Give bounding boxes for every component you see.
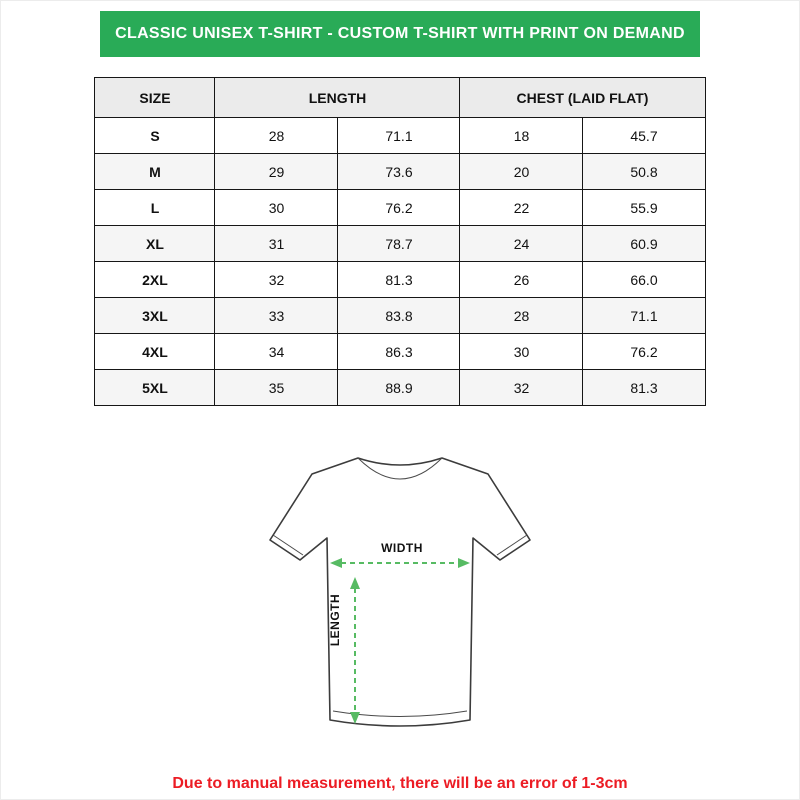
chest-in-cell: 24 [460, 226, 583, 262]
length-in-cell: 34 [215, 334, 338, 370]
chest-in-cell: 30 [460, 334, 583, 370]
length-in-cell: 28 [215, 118, 338, 154]
length-in-cell: 33 [215, 298, 338, 334]
size-chart-table [94, 77, 705, 406]
length-cm-cell: 88.9 [338, 370, 460, 406]
title-banner [100, 11, 700, 57]
chest-cm-cell: 55.9 [583, 190, 705, 226]
size-cell: XL [95, 226, 215, 262]
chest-cm-cell: 66.0 [583, 262, 705, 298]
length-cm-cell: 83.8 [338, 298, 460, 334]
chest-in-cell: 32 [460, 370, 583, 406]
page-title: CLASSIC UNISEX T-SHIRT - CUSTOM T-SHIRT WITH PRINT ON DEMAND [115, 25, 685, 42]
chest-cm-cell: 50.8 [583, 154, 705, 190]
table-row [95, 226, 705, 262]
table-row [95, 370, 705, 406]
size-cell: L [95, 190, 215, 226]
table-row [95, 334, 705, 370]
chest-cm-cell: 81.3 [583, 370, 705, 406]
chest-cm-cell: 76.2 [583, 334, 705, 370]
length-cm-cell: 76.2 [338, 190, 460, 226]
measurement-diagram [1, 448, 799, 753]
chest-in-cell: 28 [460, 298, 583, 334]
tshirt-outline-icon [270, 458, 530, 726]
chest-cm-cell: 71.1 [583, 298, 705, 334]
length-cm-cell: 71.1 [338, 118, 460, 154]
chest-in-cell: 20 [460, 154, 583, 190]
length-in-cell: 29 [215, 154, 338, 190]
chest-in-cell: 18 [460, 118, 583, 154]
length-in-cell: 30 [215, 190, 338, 226]
header-length: LENGTH [215, 78, 460, 118]
size-cell: 5XL [95, 370, 215, 406]
size-cell: 2XL [95, 262, 215, 298]
length-in-cell: 35 [215, 370, 338, 406]
length-in-cell: 31 [215, 226, 338, 262]
header-size: SIZE [95, 78, 215, 118]
length-cm-cell: 78.7 [338, 226, 460, 262]
chest-cm-cell: 45.7 [583, 118, 705, 154]
width-label: WIDTH [381, 541, 423, 555]
length-label: LENGTH [328, 593, 342, 647]
table-header-row [95, 78, 705, 118]
size-cell: 3XL [95, 298, 215, 334]
table-row [95, 154, 705, 190]
measurement-error-note: Due to manual measurement, there will be an error of 1-3cm [172, 775, 628, 792]
size-cell: S [95, 118, 215, 154]
header-chest: CHEST (LAID FLAT) [460, 78, 705, 118]
length-cm-cell: 81.3 [338, 262, 460, 298]
size-cell: M [95, 154, 215, 190]
length-cm-cell: 86.3 [338, 334, 460, 370]
length-cm-cell: 73.6 [338, 154, 460, 190]
tshirt-diagram-svg [250, 448, 550, 748]
length-in-cell: 32 [215, 262, 338, 298]
table-row [95, 190, 705, 226]
chest-in-cell: 26 [460, 262, 583, 298]
table-row [95, 262, 705, 298]
size-cell: 4XL [95, 334, 215, 370]
chest-cm-cell: 60.9 [583, 226, 705, 262]
chest-in-cell: 22 [460, 190, 583, 226]
table-row [95, 118, 705, 154]
table-row [95, 298, 705, 334]
